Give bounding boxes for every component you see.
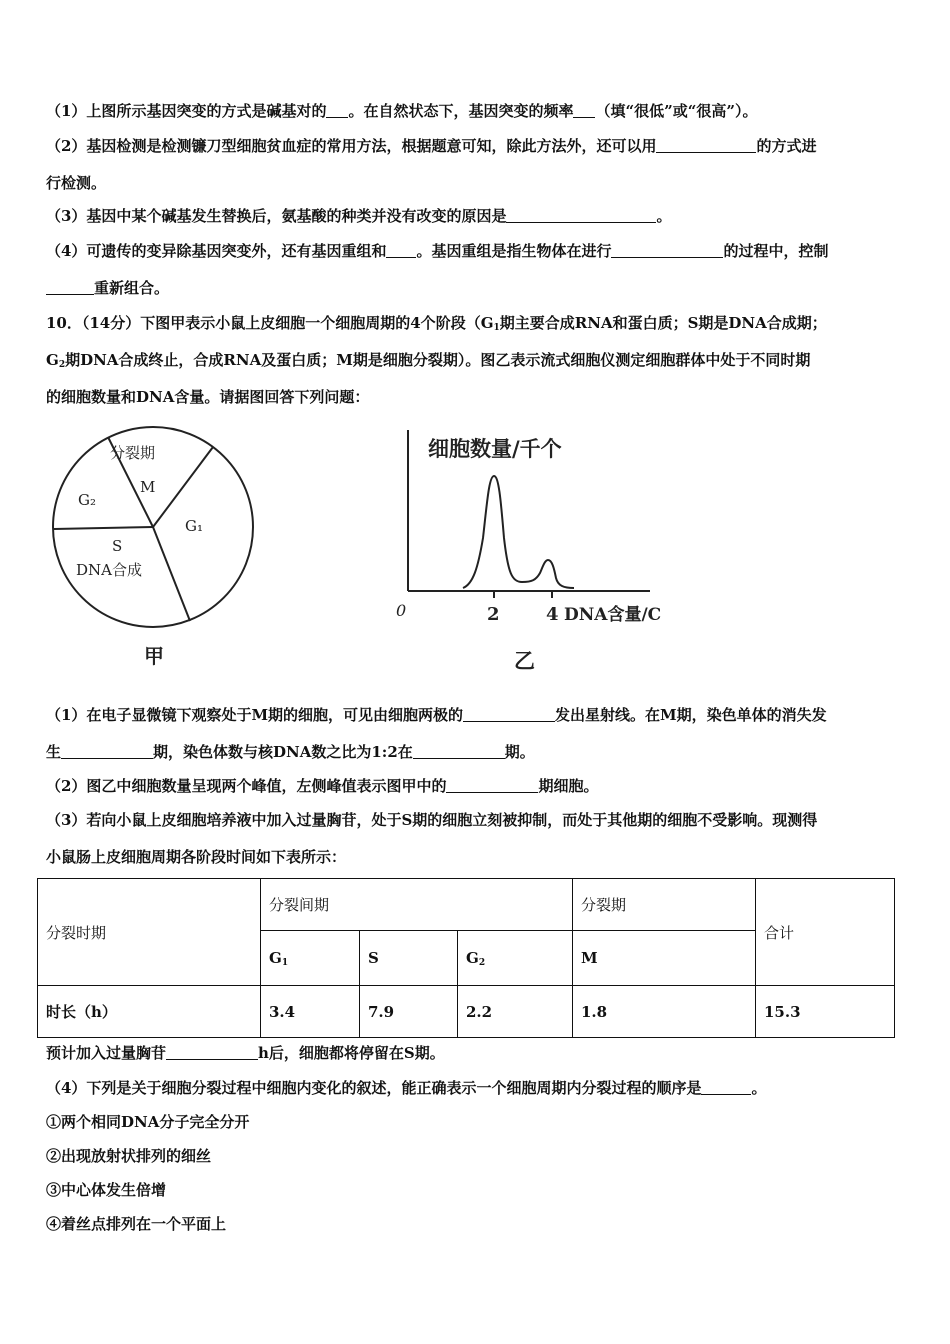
q10-3-line: （3）若向小鼠上皮细胞培养液中加入过量胸苷，处于S期的细胞立刻被抑制，而处于其他期的细胞不受影响。现测得 xyxy=(46,811,818,829)
pie-divider xyxy=(54,527,153,529)
answer-blank[interactable] xyxy=(386,243,416,258)
pie-label-g2: G₂ xyxy=(78,491,96,509)
option-1: ①两个相同DNA分子完全分开 xyxy=(46,1113,250,1131)
q10-stem-line1: 10．（14分）下图甲表示小鼠上皮细胞一个细胞周期的4个阶段（$G_1$期主要合成RNA和蛋白质；S期是DNA合成期； xyxy=(46,314,827,333)
pie-label-dna: DNA合成 xyxy=(76,561,142,579)
q9-3-line: （3）基因中某个碱基发生替换后，氨基酸的种类并没有改变的原因是 。 xyxy=(46,207,672,225)
answer-blank[interactable] xyxy=(413,744,505,759)
q9-1-line: （1）上图所示基因突变的方式是碱基对的 。在自然状态下，基因突变的频率 （填“很低”或“很高”）。 xyxy=(46,102,758,120)
header-m: M xyxy=(573,931,756,986)
pie-caption: 甲 xyxy=(144,644,164,668)
dna-content-graph xyxy=(388,428,708,676)
answer-blank[interactable] xyxy=(61,744,153,759)
x-axis-label: DNA含量/C xyxy=(564,605,662,625)
answer-blank[interactable] xyxy=(701,1080,751,1095)
q10-stem-line3: 的细胞数量和DNA含量。请据图回答下列问题： xyxy=(46,388,370,406)
q10-2-line: （2）图乙中细胞数量呈现两个峰值，左侧峰值表示图甲中的 期细胞。 xyxy=(46,777,599,795)
cell-g1-value: 3.4 xyxy=(261,986,360,1038)
cell-total-value: 15.3 xyxy=(756,986,895,1038)
cell-g2-value: 2.2 xyxy=(458,986,573,1038)
header-period: 分裂时期 xyxy=(38,879,261,986)
cell-m-value: 1.8 xyxy=(573,986,756,1038)
answer-blank[interactable] xyxy=(166,1045,258,1060)
answer-blank[interactable] xyxy=(326,103,348,118)
answer-blank[interactable] xyxy=(463,707,555,722)
answer-blank[interactable] xyxy=(573,103,595,118)
distribution-curve xyxy=(463,476,574,588)
pie-label-m: M xyxy=(140,478,156,496)
header-division: 分裂期 xyxy=(573,879,756,931)
q9-2-line-cont: 行检测。 xyxy=(46,174,107,192)
cell-cycle-time-table xyxy=(37,878,895,1038)
pie-divider xyxy=(153,527,190,621)
q9-4-line-cont: 重新组合。 xyxy=(46,277,169,299)
x-tick-label-4: 4 xyxy=(546,604,559,625)
header-g1: $G_1$ xyxy=(261,931,360,986)
option-3: ③中心体发生倍增 xyxy=(46,1181,167,1199)
q10-stem-line2: $G_2$期DNA合成终止，合成RNA及蛋白质；M期是细胞分裂期）。图乙表示流式细胞仪测定细胞群体中处于不同时期 xyxy=(46,351,811,370)
answer-blank[interactable] xyxy=(46,280,94,295)
origin-label: 0 xyxy=(396,601,407,620)
header-interphase: 分裂间期 xyxy=(261,879,573,931)
option-4: ④着丝点排列在一个平面上 xyxy=(46,1215,227,1233)
graph-caption: 乙 xyxy=(514,648,535,673)
y-axis-label: 细胞数量/千个 xyxy=(428,436,562,461)
pie-label-s: S xyxy=(112,537,123,555)
cell-cycle-pie-figure xyxy=(40,425,270,680)
q10-3-answer-line: 预计加入过量胸苷 h后，细胞都将停留在S期。 xyxy=(46,1044,445,1062)
pie-label-g1: G₁ xyxy=(185,517,203,535)
x-tick-label-2: 2 xyxy=(487,604,500,625)
q10-4-line: （4）下列是关于细胞分裂过程中细胞内变化的叙述，能正确表示一个细胞周期内分裂过程的顺序是 。 xyxy=(46,1079,767,1097)
q9-2-line: （2）基因检测是检测镰刀型细胞贫血症的常用方法，根据题意可知，除此方法外，还可以用 的方式进 xyxy=(46,137,817,155)
pie-divider xyxy=(153,447,213,527)
answer-blank[interactable] xyxy=(656,138,756,153)
option-2: ②出现放射状排列的细丝 xyxy=(46,1147,212,1165)
q9-4-line: （4）可遗传的变异除基因突变外，还有基因重组和 。基因重组是指生物体在进行 的过程中，控制 xyxy=(46,242,829,260)
answer-blank[interactable] xyxy=(446,778,538,793)
q10-1-line: （1）在电子显微镜下观察处于M期的细胞，可见由细胞两极的 发出星射线。在M期，染色单体的消失发 xyxy=(46,706,827,724)
q10-1-line-cont: 生 期，染色体数与核DNA数之比为1:2在 期。 xyxy=(46,743,535,761)
pie-label-division: 分裂期 xyxy=(110,444,156,462)
header-g2: $G_2$ xyxy=(458,931,573,986)
q10-3-line-cont: 小鼠肠上皮细胞周期各阶段时间如下表所示： xyxy=(46,848,347,866)
header-s: S xyxy=(360,931,458,986)
row-label-duration: 时长（h） xyxy=(38,986,261,1038)
header-total: 合计 xyxy=(756,879,895,986)
cell-s-value: 7.9 xyxy=(360,986,458,1038)
answer-blank[interactable] xyxy=(611,243,723,258)
answer-blank[interactable] xyxy=(506,208,656,223)
